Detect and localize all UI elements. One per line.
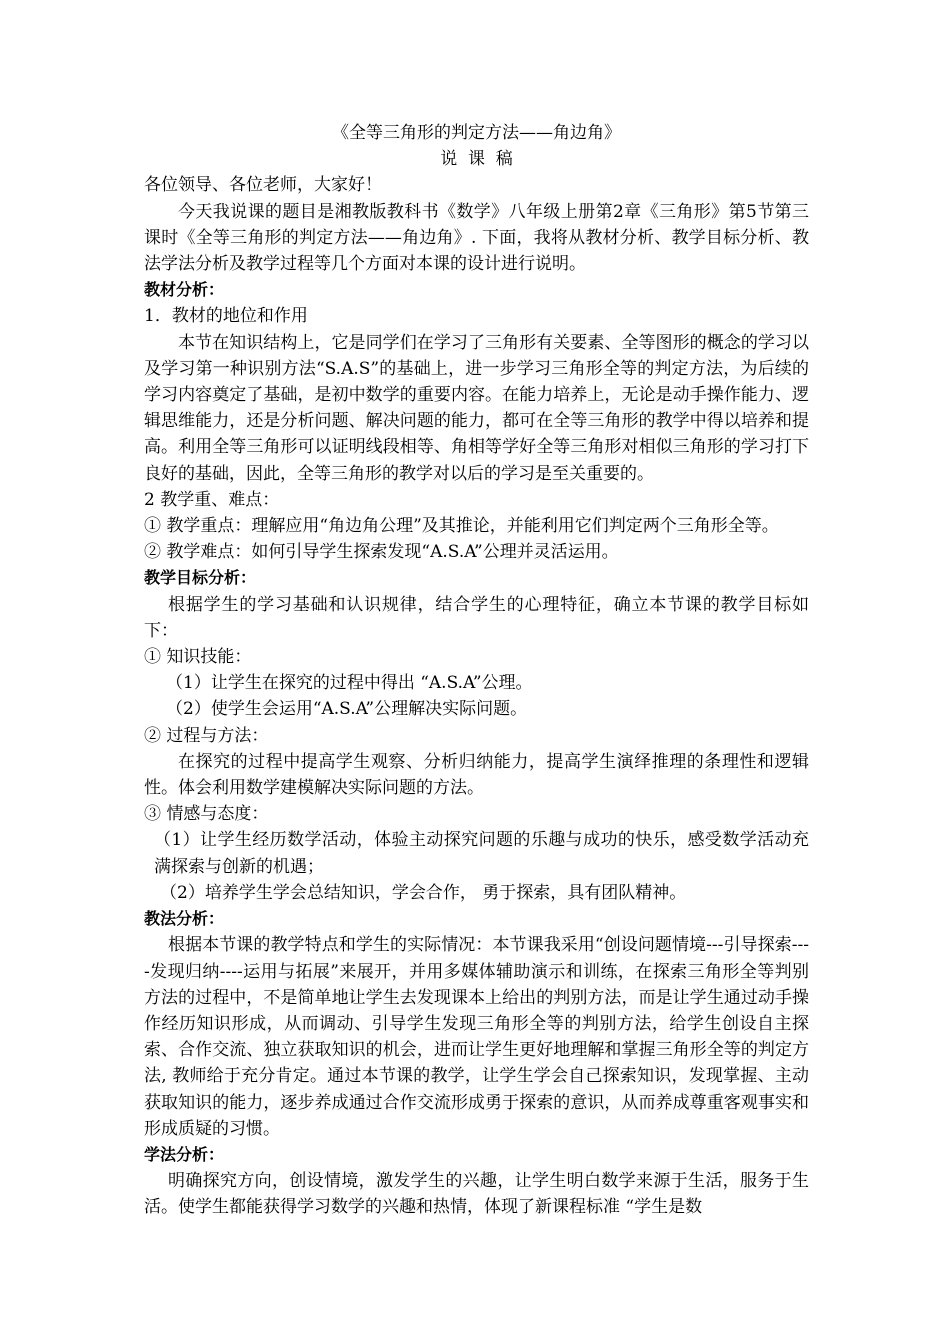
section-heading-goals: 教学目标分析： [144, 568, 257, 588]
key-point: ① 教学重点：理解应用“角边角公理”及其推论，并能利用它们判定两个三角形全等。 [144, 516, 779, 537]
paragraph-teaching-method: 根据本节课的教学特点和学生的实际情况：本节课我采用“创设问题情境---引导探索----发现归纳----运用与拓展”来展开，并用多媒体辅助演示和训练，在探索三角形全等判别方法的过程中，不是简单地让学生去发现课本上给出的判别方法，而是让学生通过动手操作经历知识形成，从而调动、引导学生发现三角形全等的判别方法，给学生创设自主探索、合作交流、独立获取知识的机会，进而让学生更好地理解和掌握三角形全等的判定方法, 教师给于充分肯定。通过本节课的教学，让学生学会自己探索知识，发现掌握、主动获取知识的能力，逐步养成通过合作交流形成勇于探索的意识，从而养成尊重客观事实和形成质疑的习惯。 [144, 935, 809, 1139]
subheading-key-difficult: 2 教学重、难点： [144, 489, 280, 510]
goal-emotion-item-1: （1）让学生经历数学活动，体验主动探究问题的乐趣与成功的快乐，感受数学活动充满探索与创新的机遇； [154, 830, 809, 877]
subheading-position: 1．教材的地位和作用 [144, 306, 308, 327]
intro-paragraph: 今天我说课的题目是湘教版教科书《数学》八年级上册第2章《三角形》第5节第三课时《全等三角形的判定方法——角边角》. 下面，我将从教材分析、教学目标分析、教法学法分析及教学过程等几个方面对本课的设计进行说明。 [144, 201, 809, 275]
goal-emotion-item-2: （2）培养学生学会总结知识，学会合作， 勇于探索，具有团队精神。 [160, 882, 687, 903]
goal-process: ② 过程与方法： [144, 725, 269, 746]
section-heading-textbook: 教材分析： [144, 280, 225, 300]
goal-knowledge: ① 知识技能： [144, 647, 252, 668]
section-heading-learning-method: 学法分析： [144, 1144, 225, 1164]
goal-process-text: 在探究的过程中提高学生观察、分析归纳能力，提高学生演绎推理的条理性和逻辑性。体会利用数学建模解决实际问题的方法。 [144, 751, 809, 799]
paragraph-goals: 根据学生的学习基础和认识规律，结合学生的心理特征，确立本节课的教学目标如下： [144, 594, 809, 641]
greeting: 各位领导、各位老师，大家好！ [144, 175, 382, 196]
goal-knowledge-item-1: （1）让学生在探究的过程中得出 “A.S.A”公理。 [166, 673, 533, 694]
section-heading-teaching-method: 教法分析： [144, 909, 225, 929]
document-page [144, 120, 809, 1221]
goal-emotion: ③ 情感与态度： [144, 804, 269, 825]
paragraph-position: 本节在知识结构上，它是同学们在学习了三角形有关要素、全等图形的概念的学习以及学习第一种识别方法“S.A.S”的基础上，进一步学习三角形全等的判定方法，为后续的学习内容奠定了基础，是初中数学的重要内容。在能力培养上，无论是动手操作能力、逻辑思维能力，还是分析问题、解决问题的能力，都可在全等三角形的教学中得以培养和提高。利用全等三角形可以证明线段相等、角相等学好全等三角形对相似三角形的学习打下良好的基础，因此，全等三角形的教学对以后的学习是至关重要的。 [144, 332, 809, 484]
difficult-point: ② 教学难点：如何引导学生探索发现“A.S.A”公理并灵活运用。 [144, 542, 619, 563]
document-title: 《全等三角形的判定方法——角边角》 [332, 123, 621, 143]
goal-knowledge-item-2: （2）使学生会运用“A.S.A”公理解决实际问题。 [166, 699, 528, 720]
paragraph-learning-method: 明确探究方向，创设情境，激发学生的兴趣，让学生明白数学来源于生活，服务于生活。使学生都能获得学习数学的兴趣和热情，体现了新课程标准 “学生是数 [144, 1171, 809, 1218]
document-subtitle: 说 课 稿 [440, 149, 513, 170]
